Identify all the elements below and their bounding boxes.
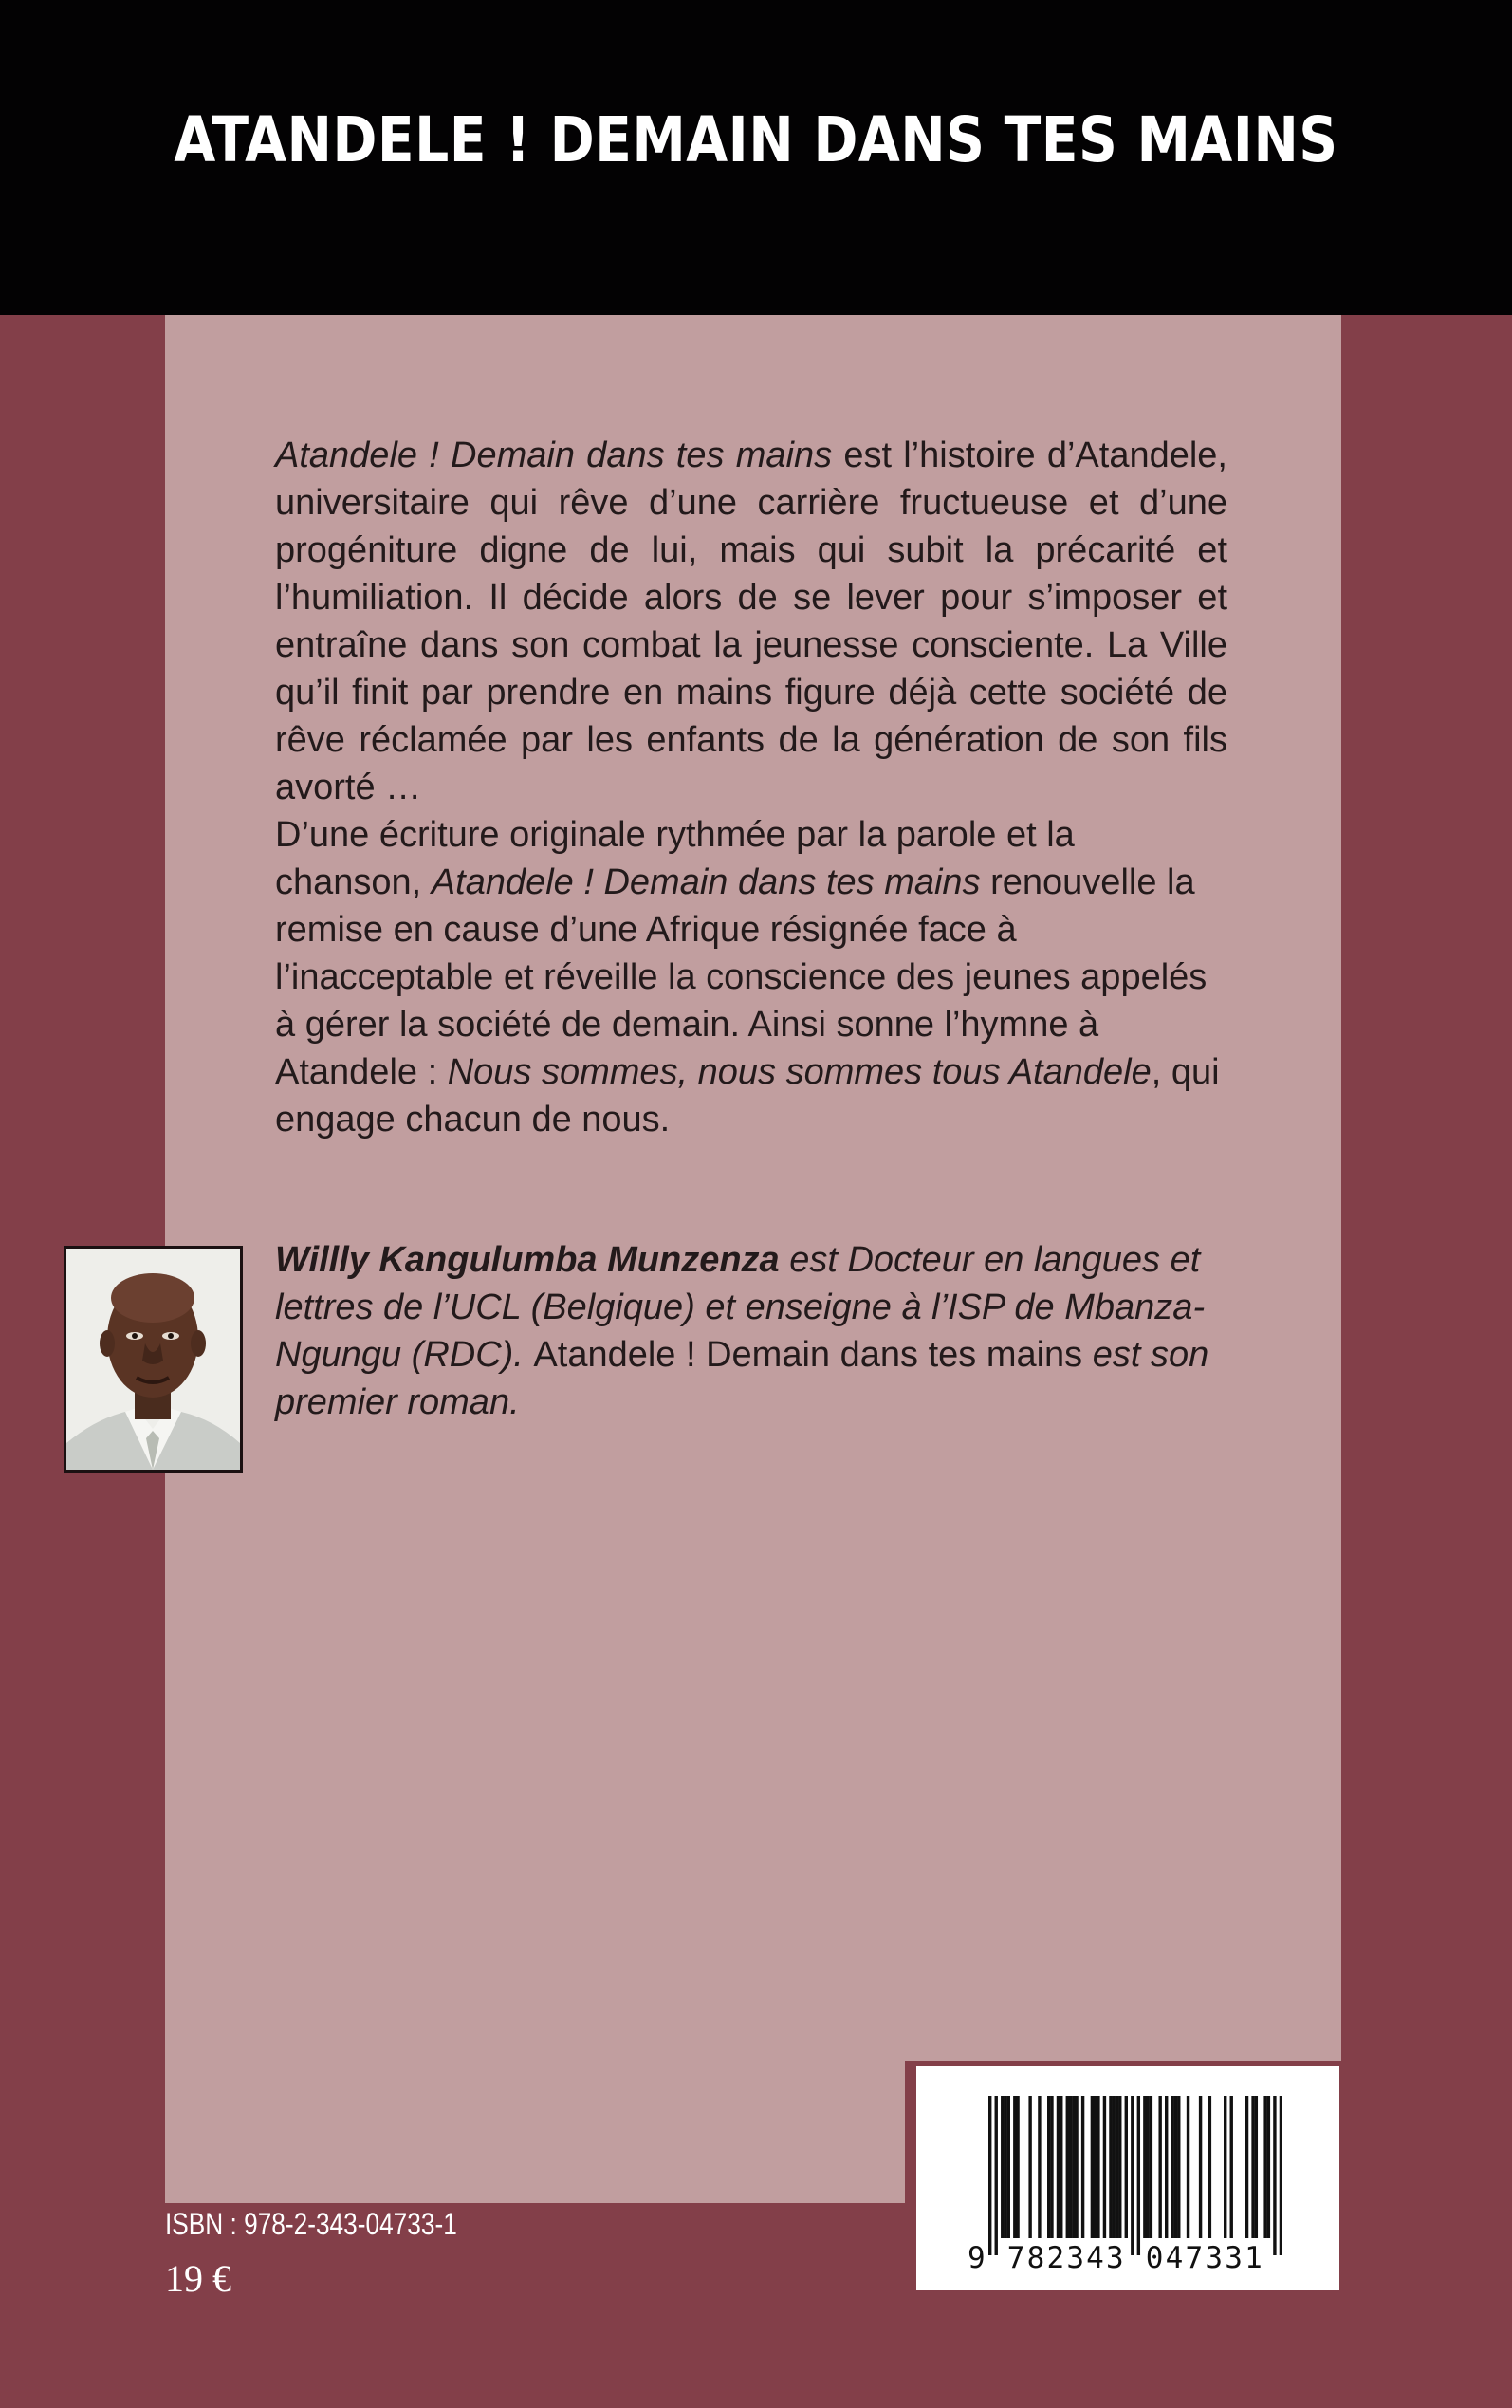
barcode-bar <box>1016 2096 1019 2238</box>
barcode-bars <box>988 2096 1282 2257</box>
blurb-book-title: Atandele ! Demain dans tes mains <box>275 435 833 475</box>
barcode-bar <box>1131 2096 1134 2255</box>
barcode-bar <box>1174 2096 1177 2238</box>
barcode-bar <box>1146 2096 1149 2238</box>
barcode-bar <box>1251 2096 1254 2238</box>
barcode-bar <box>1091 2096 1094 2238</box>
barcode-number: 9 782343 047331 <box>968 2241 1264 2275</box>
barcode-bar <box>1097 2096 1099 2238</box>
barcode-bar <box>1158 2096 1161 2238</box>
barcode-bar <box>1103 2096 1106 2238</box>
barcode-bar <box>1007 2096 1010 2238</box>
barcode-bar <box>988 2096 991 2255</box>
blurb-hymn: Nous sommes, nous sommes tous Atandele <box>447 1052 1152 1092</box>
barcode-box <box>916 2066 1339 2290</box>
barcode-bar <box>1038 2096 1041 2238</box>
barcode-bar <box>1072 2096 1075 2238</box>
blurb-paragraph-1 <box>275 432 1227 811</box>
author-portrait-image <box>66 1249 240 1470</box>
barcode-bar <box>1224 2096 1226 2238</box>
barcode-bar <box>995 2096 998 2255</box>
barcode-bar <box>1081 2096 1084 2238</box>
barcode-bar <box>1066 2096 1069 2238</box>
blurb-text: renouvelle la remise en cause d’une Afrique résignée face à l’inacceptable et réveille la conscience des jeunes appelés à gérer la société de demain. Ainsi sonne l’hymne à Atandele : <box>275 862 1208 1092</box>
author-photo <box>64 1246 243 1473</box>
barcode-bar <box>1263 2096 1266 2238</box>
book-title: ATANDELE ! DEMAIN DANS TES MAINS <box>174 103 1338 176</box>
barcode-bar <box>1165 2096 1168 2238</box>
barcode-bar <box>1208 2096 1211 2238</box>
barcode-bar <box>1013 2096 1016 2238</box>
barcode-bar <box>1171 2096 1174 2238</box>
barcode-bar <box>1060 2096 1062 2238</box>
author-bio-end: est son premier roman. <box>275 1335 1209 1422</box>
blurb-text: D’une écriture originale rythmée par la parole et la chanson, <box>275 815 1075 902</box>
barcode-bar <box>1057 2096 1060 2238</box>
barcode-bar <box>1230 2096 1233 2238</box>
barcode-bar <box>1118 2096 1121 2238</box>
author-bio-text: est Docteur en langues et lettres de l’UCL (Belgique) et enseigne à l’ISP de Mbanza-Ngungu (RDC). <box>275 1240 1206 1375</box>
blurb-text: est l’histoire d’Atandele, universitaire qui rêve d’une carrière fructueuse et d’une progéniture digne de lui, mais qui subit la précarité et l’humiliation. Il décide alors de se lever pour s’imposer et entraîne dans son combat la jeunesse consciente. La Ville qu’il finit par prendre en mains figure déjà cette société de rêve réclamée par les enfants de la génération de son fils avorté … <box>275 435 1227 807</box>
barcode-bar <box>1125 2096 1128 2238</box>
barcode-bar <box>1177 2096 1180 2238</box>
barcode-bar <box>1113 2096 1116 2238</box>
barcode-bar <box>1069 2096 1072 2238</box>
barcode-bar <box>1028 2096 1031 2238</box>
barcode-bar <box>1255 2096 1258 2238</box>
blurb-book-title: Atandele ! Demain dans tes mains <box>431 862 981 902</box>
barcode-bar <box>1050 2096 1053 2238</box>
barcode-bar <box>1109 2096 1112 2238</box>
barcode-bar <box>1187 2096 1189 2238</box>
barcode-bar <box>1267 2096 1270 2238</box>
back-cover-blurb <box>275 432 1227 1143</box>
blurb-paragraph-2 <box>275 811 1227 1143</box>
barcode-bar <box>1273 2096 1276 2255</box>
barcode-bar <box>1116 2096 1118 2238</box>
barcode-bar <box>1137 2096 1140 2255</box>
content-panel-extension <box>165 2059 905 2203</box>
barcode-bar <box>1075 2096 1078 2238</box>
barcode-bar <box>1094 2096 1097 2238</box>
barcode-bar <box>1280 2096 1282 2255</box>
barcode-bar <box>1047 2096 1050 2238</box>
isbn-label: ISBN : 978-2-343-04733-1 <box>165 2207 457 2241</box>
barcode-bar <box>1199 2096 1202 2238</box>
author-bio <box>275 1236 1227 1426</box>
barcode-bar <box>1245 2096 1248 2238</box>
barcode-bar <box>1004 2096 1006 2238</box>
blurb-text: , qui engage chacun de nous. <box>275 1052 1220 1139</box>
barcode-bar <box>1143 2096 1146 2238</box>
author-name: Willly Kangulumba Munzenza <box>275 1240 780 1280</box>
author-bio-book-title: Atandele ! Demain dans tes mains <box>533 1335 1083 1375</box>
barcode-bar <box>1150 2096 1152 2238</box>
barcode-bar <box>1001 2096 1004 2238</box>
price-label: 19 € <box>165 2257 231 2300</box>
